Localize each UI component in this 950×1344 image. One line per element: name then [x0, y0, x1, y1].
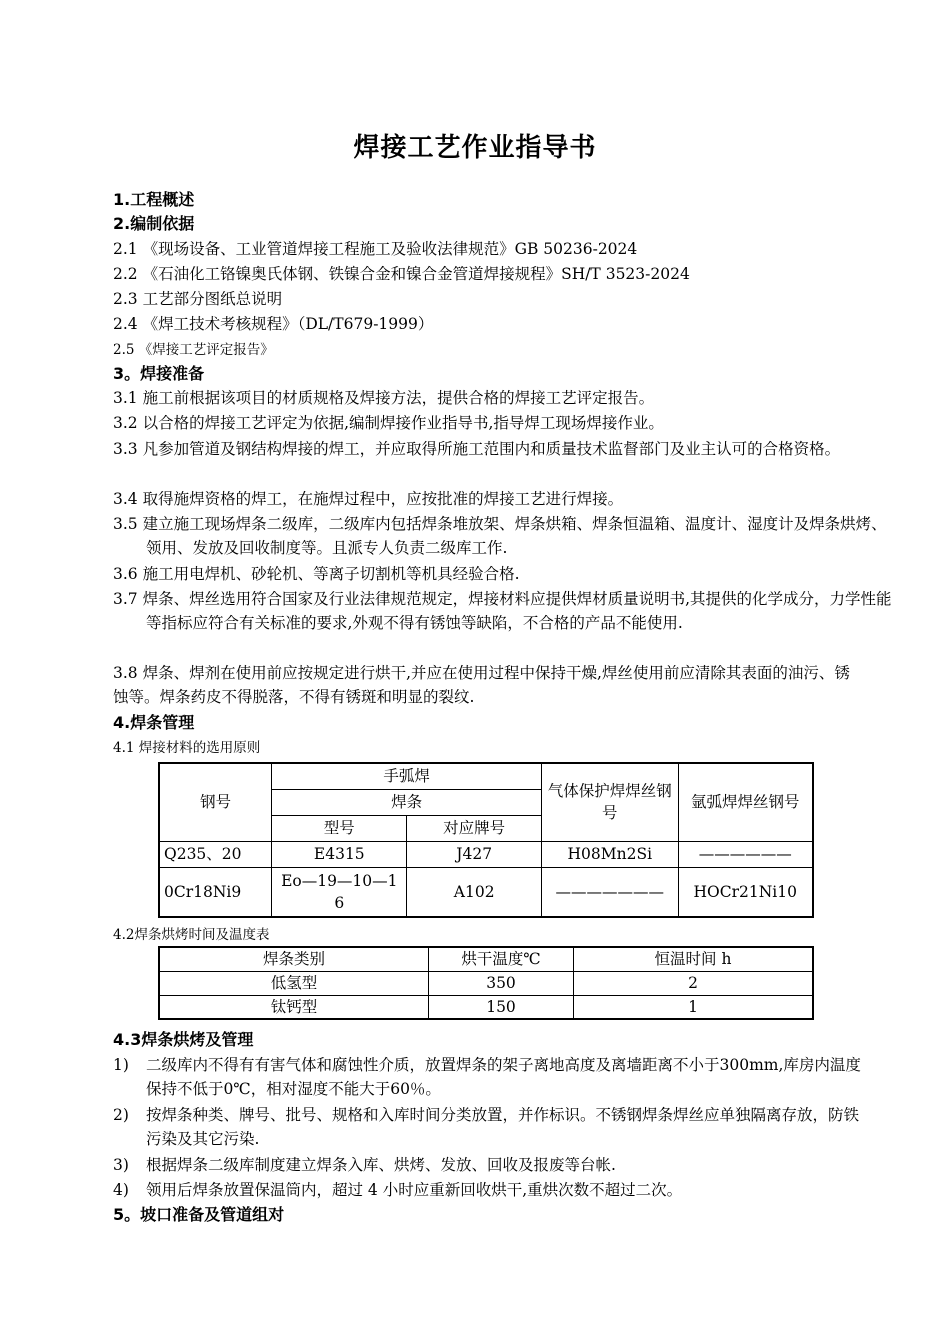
prep-item: 3.3 凡参加管道及钢结构焊接的焊工，并应取得所施工范围内和质量技术监督部门及业主认可的合格资格。	[113, 440, 841, 458]
table-cell: 0Cr18Ni9	[159, 867, 272, 917]
table-cell: 低氢型	[159, 971, 429, 995]
section-4-heading: 4.焊条管理	[113, 713, 195, 732]
table-row	[159, 995, 813, 1019]
header-electrode: 焊条	[272, 789, 542, 815]
subsection-4-3: 4.3焊条烘烤及管理	[113, 1030, 254, 1049]
basis-item: 2.5 《焊接工艺评定报告》	[113, 342, 274, 358]
table-cell: Eo—19—10—16	[272, 867, 407, 917]
basis-item: 2.4 《焊工技术考核规程》（DL/T679-1999）	[113, 315, 434, 333]
table-cell: Q235、20	[159, 841, 272, 867]
header-gas-wire: 气体保护焊焊丝钢号	[542, 763, 678, 841]
section-1-heading: 1.工程概述	[113, 190, 195, 209]
section-3-heading: 3。焊接准备	[113, 364, 205, 383]
prep-item: 3.2 以合格的焊接工艺评定为依据,编制焊接作业指导书,指导焊工现场焊接作业。	[113, 414, 664, 432]
subsection-4-1: 4.1 焊接材料的选用原则	[113, 740, 261, 756]
header-arc-welding: 手弧焊	[272, 763, 542, 789]
list-item	[113, 1103, 865, 1151]
table-cell: HOCr21Ni10	[678, 867, 813, 917]
table-cell: J427	[407, 841, 542, 867]
list-number: 3)	[113, 1156, 129, 1174]
list-text: 按焊条种类、牌号、批号、规格和入库时间分类放置，并作标识。不锈钢焊条焊丝应单独隔离存放，防铁污染及其它污染.	[146, 1106, 860, 1148]
list-text: 二级库内不得有有害气体和腐蚀性介质，放置焊条的架子离地高度及离墙距离不小于300mm,库房内温度保持不低于0℃，相对湿度不能大于60％。	[146, 1056, 861, 1098]
basis-item: 2.2 《石油化工铬镍奥氏体钢、铁镍合金和镍合金管道焊接规程》SH/T 3523-2024	[113, 265, 690, 283]
basis-item: 2.1 《现场设备、工业管道焊接工程施工及验收法律规范》GB 50236-2024	[113, 240, 638, 258]
table-cell: H08Mn2Si	[542, 841, 678, 867]
header-brand: 对应牌号	[407, 815, 542, 841]
prep-item: 3.1 施工前根据该项目的材质规格及焊接方法，提供合格的焊接工艺评定报告。	[113, 389, 655, 407]
table-header-cell: 烘干温度℃	[429, 947, 574, 971]
baking-table	[158, 946, 814, 1020]
header-steel: 钢号	[159, 763, 272, 841]
table-cell: 350	[429, 971, 574, 995]
header-model: 型号	[272, 815, 407, 841]
prep-item: 3.7 焊条、焊丝选用符合国家及行业法律规范规定，焊接材料应提供焊材质量说明书,其提供的化学成分，力学性能等指标应符合有关标准的要求,外观不得有锈蚀等缺陷，不合格的产品不能使用.	[113, 590, 892, 632]
table-cell: ——————	[678, 841, 813, 867]
table-cell: ———————	[542, 867, 678, 917]
table-row	[159, 971, 813, 995]
table-row	[159, 841, 813, 867]
table-cell: E4315	[272, 841, 407, 867]
list-item	[113, 1053, 865, 1101]
table-cell: 钛钙型	[159, 995, 429, 1019]
list-item	[113, 1178, 865, 1202]
table-row	[159, 867, 813, 917]
document-title: 焊接工艺作业指导书	[353, 133, 597, 163]
list-text: 根据焊条二级库制度建立焊条入库、烘烤、发放、回收及报废等台帐.	[146, 1156, 616, 1174]
list-text: 领用后焊条放置保温筒内，超过 4 小时应重新回收烘干,重烘次数不超过二次。	[146, 1181, 683, 1199]
header-argon-wire: 氩弧焊焊丝钢号	[678, 763, 813, 841]
table-cell: 2	[574, 971, 814, 995]
list-number: 4)	[113, 1181, 129, 1199]
table-cell: 150	[429, 995, 574, 1019]
list-number: 2)	[113, 1106, 129, 1124]
prep-item: 3.6 施工用电焊机、砂轮机、等离子切割机等机具经验合格.	[113, 565, 520, 583]
section-5-heading: 5。坡口准备及管道组对	[113, 1205, 285, 1224]
table-header-cell: 恒温时间 h	[574, 947, 814, 971]
subsection-4-2: 4.2焊条烘烤时间及温度表	[113, 927, 270, 943]
table-header-cell: 焊条类别	[159, 947, 429, 971]
material-selection-table	[158, 762, 814, 918]
prep-item: 3.4 取得施焊资格的焊工，在施焊过程中，应按批准的焊接工艺进行焊接。	[113, 490, 624, 508]
section-2-heading: 2.编制依据	[113, 214, 195, 233]
table-cell: 1	[574, 995, 814, 1019]
basis-item: 2.3 工艺部分图纸总说明	[113, 290, 283, 308]
list-number: 1)	[113, 1056, 129, 1074]
list-item	[113, 1153, 865, 1177]
prep-item: 3.8 焊条、焊剂在使用前应按规定进行烘干,并应在使用过程中保持干燥,焊丝使用前应清除其表面的油污、锈蚀等。焊条药皮不得脱落，不得有锈斑和明显的裂纹.	[113, 664, 850, 706]
prep-item: 3.5 建立施工现场焊条二级库，二级库内包括焊条堆放架、焊条烘箱、焊条恒温箱、温度计、湿度计及焊条烘烤、领用、发放及回收制度等。且派专人负责二级库工作.	[113, 515, 887, 557]
table-cell: A102	[407, 867, 542, 917]
